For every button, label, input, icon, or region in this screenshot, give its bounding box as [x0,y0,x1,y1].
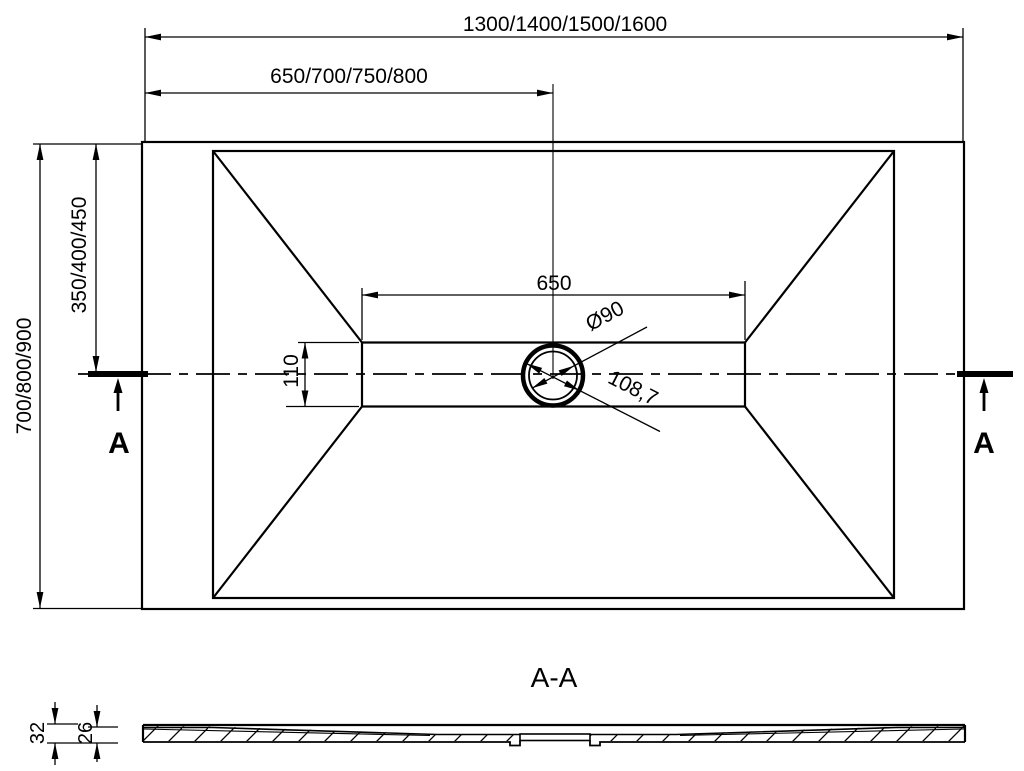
dim-base-height-label: 26 [75,721,97,745]
drain-flange-label: 108,7 [604,366,662,411]
dim-overall-depth-label: 700/800/900 [13,317,36,435]
dim-overall-width-label: 1300/1400/1500/1600 [462,13,668,36]
dim-center-offset-depth-label: 350/400/450 [68,196,91,314]
dim-center-offset-width-label: 650/700/750/800 [270,65,428,88]
section-title: A-A [530,662,578,693]
section-marker-left-label: A [108,427,130,460]
section-marker-right-label: A [973,427,995,460]
dim-flat-area-width-label: 650 [536,272,572,295]
dim-total-height-label: 32 [27,721,49,745]
drain-diameter-label: Ø90 [582,296,628,336]
drain-cover-plate [520,734,590,741]
dim-flat-area-depth-label: 110 [280,354,303,388]
